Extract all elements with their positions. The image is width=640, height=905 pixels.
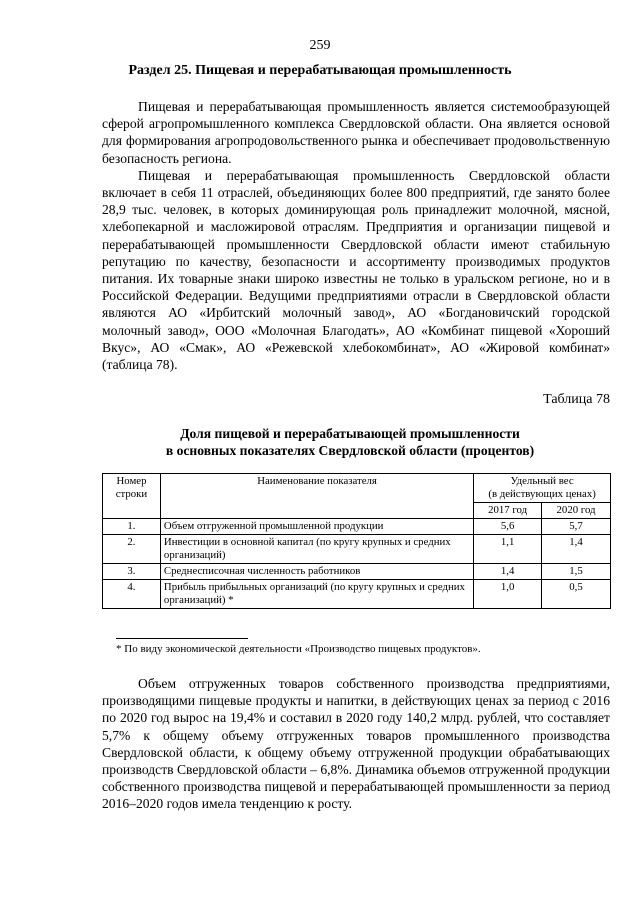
value-2020: 0,5	[542, 580, 611, 609]
table-row	[103, 564, 611, 580]
indicator-name: Инвестиции в основной капитал (по кругу крупных и средних организаций)	[160, 535, 473, 564]
value-2020: 1,4	[542, 535, 611, 564]
value-2017: 1,4	[474, 564, 542, 580]
header-indicator: Наименование показателя	[160, 474, 473, 519]
page-number: 259	[309, 38, 331, 53]
table-row	[103, 580, 611, 609]
row-number: 2.	[103, 535, 161, 564]
intro-paragraph-2: Пищевая и перерабатывающая промышленность Свердловской области включает в себя 11 отраслей, объединяющих более 800 предприятий, где занято более 28,9 тыс. человек, в которых доминирующая роль принадлежит молочной, мясной, хлебопекарной и масложировой отраслям. Предприятия и организации пищевой и перерабатывающей промышленности Свердловской области имеют стабильную репутацию по качеству, безопасности и ассортименту производимых продуктов питания. Их товарные знаки широко известны не только в уральском регионе, но и в Российской Федерации. Ведущими предприятиями отрасли в Свердловской области являются АО «Ирбитский молочный завод», АО «Богдановичский городской молочный завод», ООО «Молочная Благодать», АО «Комбинат пищевой «Хороший Вкус», АО «Смак», АО «Режевской хлебокомбинат», АО «Жировой комбинат» (таблица 78).	[102, 167, 610, 373]
header-share-group	[474, 474, 611, 503]
table-title-line-1: Доля пищевой и перерабатывающей промышленности	[180, 426, 520, 441]
section-title: Раздел 25. Пищевая и перерабатывающая промышленность	[128, 63, 512, 78]
value-2020: 1,5	[542, 564, 611, 580]
intro-paragraph-1: Пищевая и перерабатывающая промышленность является системообразующей сферой агропромышленного комплекса Свердловской области. Она является основой для формирования агропродовольственного рынка и обеспечивает продовольственную безопасность региона.	[102, 99, 610, 166]
table-row	[103, 535, 611, 564]
value-2020: 5,7	[542, 519, 611, 535]
table-row	[103, 519, 611, 535]
row-number: 4.	[103, 580, 161, 609]
table-title	[150, 425, 550, 459]
conclusion-paragraph: Объем отгруженных товаров собственного производства предприятиями, производящими пищевые продукты и напитки, в действующих ценах за период с 2016 по 2020 год вырос на 19,4% и составил в 2020 году 140,2 млрд. рублей, что составляет 5,7% к общему объему отгруженных товаров промышленного производства Свердловской области, к общему объему отгруженной продукции обрабатывающих производств Свердловской области – 6,8%. Динамика объемов отгруженной продукции собственного производства пищевой и перерабатывающей промышленности за период 2016–2020 годов имела тенденцию к росту.	[102, 676, 610, 812]
header-year-2020: 2020 год	[542, 503, 611, 519]
table-label: Таблица 78	[543, 392, 610, 407]
row-number: 1.	[103, 519, 161, 535]
header-share-line-1: Удельный вес	[510, 475, 574, 487]
table-title-line-2: в основных показателях Свердловской области (процентов)	[165, 443, 535, 458]
header-row-number: Номер строки	[103, 474, 161, 519]
footnote: * По виду экономической деятельности «Производство пищевых продуктов».	[116, 643, 481, 655]
indicator-name: Объем отгруженной промышленной продукции	[160, 519, 473, 535]
table-header-row	[103, 474, 611, 503]
row-number: 3.	[103, 564, 161, 580]
indicator-name: Прибыль прибыльных организаций (по кругу крупных и средних организаций) *	[160, 580, 473, 609]
data-table	[102, 473, 611, 609]
value-2017: 5,6	[474, 519, 542, 535]
value-2017: 1,1	[474, 535, 542, 564]
header-share-line-2: (в действующих ценах)	[488, 488, 596, 500]
conclusion-text	[102, 675, 610, 813]
intro-text	[102, 98, 610, 373]
header-year-2017: 2017 год	[474, 503, 542, 519]
value-2017: 1,0	[474, 580, 542, 609]
footnote-divider	[116, 638, 248, 639]
indicator-name: Среднесписочная численность работников	[160, 564, 473, 580]
